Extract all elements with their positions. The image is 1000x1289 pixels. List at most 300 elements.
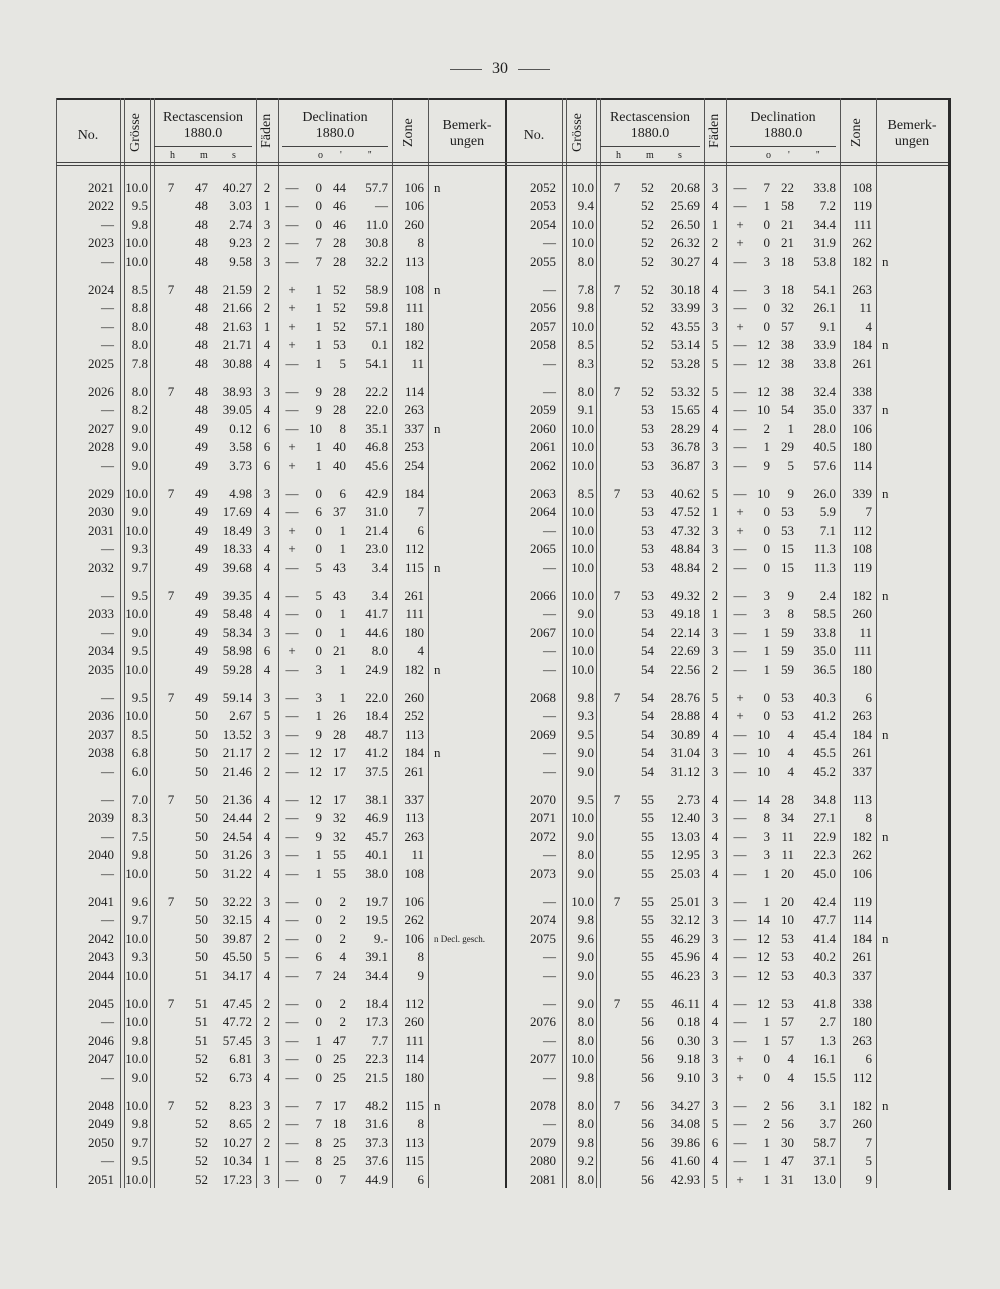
left-row-dm: 17 [333,763,346,779]
right-row-dm: 4 [787,726,794,742]
right-header-dec-epoch: 1880.0 [763,126,803,141]
left-row-dsec: 58.9 [365,282,388,297]
left-row-mag: 8.0 [131,337,148,353]
right-row-mag: 10.0 [571,216,594,232]
right-row-rem: n [882,930,889,946]
left-row-zone: 8 [417,949,424,965]
right-row-dd: 7 [763,180,770,195]
right-row-no: — [543,559,556,575]
left-row-no: 2024 [88,282,114,297]
right-row-rm: 55 [641,792,654,807]
left-row-zone: 111 [405,300,424,316]
right-row-rs: 2.73 [677,792,700,807]
left-row-rm: 50 [195,894,208,909]
right-row-f: 5 [711,486,719,501]
left-row-dsec: 39.1 [365,949,388,965]
right-row-no: 2070 [530,792,556,807]
right-row-mag: 9.0 [577,996,594,1011]
left-row-dm: 17 [333,792,346,807]
right-row-mag: 8.0 [577,1014,594,1030]
left-row-dd: 0 [315,198,322,214]
left-row-no: — [101,300,114,316]
right-row-zone: 337 [852,967,872,983]
left-row-dd: 7 [315,967,322,983]
left-row-zone: 11 [411,847,424,863]
left-row-ds: + [288,541,296,557]
left-row-zone: 6 [417,1171,424,1187]
right-row-rs: 33.99 [670,300,700,316]
left-row-rs: 13.52 [222,726,252,742]
left-row-rs: 45.50 [222,949,252,965]
left-row-ds: — [285,996,299,1011]
left-row-dm: 8 [339,420,346,436]
right-row-dm: 58 [781,198,794,214]
right-row-rm: 55 [641,930,654,946]
left-row-zone: 9 [417,967,424,983]
right-row-rm: 55 [641,996,654,1011]
left-row-no: — [101,318,114,334]
right-row-ds: — [733,457,747,473]
right-row-zone: 11 [859,624,872,640]
right-row-mag: 7.8 [577,282,594,297]
right-row-mag: 9.2 [577,1153,594,1169]
right-row-ds: — [733,661,747,677]
right-row-dm: 53 [781,708,794,724]
left-header-ra-epoch: 1880.0 [183,126,223,141]
left-row-rm: 49 [195,486,208,501]
right-row-ds: — [733,439,747,455]
right-row-rm: 53 [641,439,654,455]
right-row-f: 4 [711,282,719,297]
right-row-dd: 0 [763,559,770,575]
left-row-dsec: 31.6 [365,1116,388,1132]
right-row-no: 2072 [530,828,556,844]
left-row-rs: 39.05 [222,402,252,418]
right-row-rs: 28.29 [670,420,700,436]
right-row-dd: 10 [757,402,770,418]
right-row-no: 2061 [530,439,556,455]
right-row-rh: 7 [613,792,621,807]
left-row-dsec: 21.5 [365,1069,388,1085]
left-row-zone: 115 [404,1098,424,1113]
left-row-dsec: 57.7 [365,180,388,195]
right-row-dm: 1 [787,420,794,436]
left-row-mag: 9.5 [131,198,148,214]
right-row-dm: 10 [781,912,794,928]
left-row-rm: 49 [195,420,208,436]
right-row-dsec: 16.1 [813,1051,836,1067]
left-row-rh: 7 [167,180,175,195]
left-row-zone: 111 [405,606,424,622]
left-row-rm: 51 [195,1014,208,1030]
right-row-mag: 10.0 [571,318,594,334]
right-row-no: — [543,661,556,677]
right-row-rm: 52 [641,235,654,251]
right-row-no: 2077 [530,1051,556,1067]
left-row-no: — [101,763,114,779]
left-row-dm: 44 [333,180,346,195]
left-row-zone: 262 [404,912,424,928]
left-row-no: — [101,337,114,353]
right-row-dm: 53 [781,996,794,1011]
left-row-dd: 1 [315,439,322,455]
left-row-dsec: 22.3 [365,1051,388,1067]
right-header-faeden: Fäden [707,113,722,148]
left-row-ds: + [288,457,296,473]
right-row-mag: 10.0 [571,643,594,659]
right-row-zone: 119 [852,198,872,214]
right-row-rs: 48.84 [670,541,700,557]
right-row-f: 2 [711,235,719,251]
right-row-dsec: 9.1 [819,318,836,334]
right-row-f: 6 [711,1134,719,1150]
left-row-mag: 10.0 [125,996,148,1011]
left-row-no: 2043 [88,949,114,965]
right-row-dm: 9 [787,588,794,603]
left-row-rm: 48 [195,402,208,418]
right-row-dm: 20 [781,865,794,881]
right-row-rs: 43.55 [670,318,700,334]
left-row-f: 2 [263,1134,271,1150]
right-row-mag: 9.5 [577,792,594,807]
right-row-ds: — [733,967,747,983]
right-row-f: 5 [711,337,719,353]
left-row-dm: 32 [333,810,346,826]
right-row-mag: 8.0 [577,847,594,863]
left-row-dd: 7 [315,1116,322,1132]
left-row-mag: 9.5 [131,643,148,659]
right-row-no: 2078 [530,1098,556,1113]
left-row-mag: 9.5 [131,588,148,603]
left-row-rem: n [434,745,441,761]
right-row-f: 4 [711,996,719,1011]
right-column-rule [876,98,877,1188]
left-row-f: 3 [263,253,271,269]
left-row-mag: 9.6 [131,894,148,909]
right-row-f: 5 [711,355,719,371]
left-row-rm: 51 [195,1032,208,1048]
left-row-rh: 7 [167,588,175,603]
left-row-mag: 9.7 [131,1134,148,1150]
right-row-dsec: 33.8 [813,624,836,640]
left-row-zone: 112 [404,541,424,557]
right-row-rs: 46.11 [671,996,700,1011]
right-row-rs: 53.14 [670,337,700,353]
right-row-f: 4 [711,949,719,965]
left-row-zone: 111 [405,1032,424,1048]
left-row-dm: 26 [333,708,346,724]
right-row-dm: 53 [781,690,794,705]
right-dec-unit-rule [730,146,836,147]
right-row-f: 4 [711,1153,719,1169]
right-row-zone: 111 [853,643,872,659]
right-row-dsec: 11.3 [813,541,836,557]
right-row-dd: 2 [763,420,770,436]
right-row-mag: 9.0 [577,967,594,983]
right-row-rm: 52 [641,253,654,269]
right-row-ds: — [733,1153,747,1169]
right-row-no: 2081 [530,1171,556,1187]
left-row-dd: 9 [315,810,322,826]
right-row-rm: 55 [641,847,654,863]
left-unit-s: s [232,150,236,161]
left-row-ds: — [285,624,299,640]
right-row-dsec: 34.4 [813,216,836,232]
left-row-mag: 10.0 [125,486,148,501]
right-row-dsec: 33.8 [813,180,836,195]
right-row-mag: 9.0 [577,828,594,844]
left-row-f: 4 [263,912,271,928]
page-number [0,60,1000,78]
left-row-f: 4 [263,559,271,575]
left-row-f: 6 [263,420,271,436]
left-row-f: 5 [263,949,271,965]
right-row-f: 4 [711,726,719,742]
left-row-ds: — [285,1098,299,1113]
right-row-rm: 52 [641,282,654,297]
right-row-dsec: 45.0 [813,865,836,881]
left-row-dsec: 18.4 [365,708,388,724]
left-row-no: — [101,253,114,269]
right-row-rm: 56 [641,1153,654,1169]
right-row-ds: — [733,792,747,807]
right-row-rs: 45.96 [670,949,700,965]
left-row-rs: 0.12 [229,420,252,436]
left-row-dsec: 22.0 [365,402,388,418]
left-row-zone: 263 [404,828,424,844]
left-row-dd: 9 [315,402,322,418]
right-row-f: 3 [711,643,719,659]
left-row-f: 3 [263,726,271,742]
left-row-dd: 0 [315,930,322,946]
left-row-no: 2042 [88,930,114,946]
left-row-ds: — [285,708,299,724]
left-row-mag: 9.7 [131,559,148,575]
right-row-zone: 112 [852,522,872,538]
left-row-dsec: 41.2 [365,745,388,761]
right-row-f: 1 [711,606,719,622]
right-row-mag: 9.4 [577,198,594,214]
left-row-f: 3 [263,624,271,640]
right-row-zone: 7 [865,1134,872,1150]
left-row-ds: — [285,420,299,436]
right-row-zone: 263 [852,1032,872,1048]
right-row-ds: — [733,588,747,603]
left-row-ds: — [285,1014,299,1030]
left-row-dd: 0 [315,180,322,195]
left-row-dm: 32 [333,828,346,844]
right-row-dd: 0 [763,541,770,557]
right-header-ra-title: Rectascension [609,110,691,125]
left-row-no: 2030 [88,504,114,520]
right-row-no: — [543,643,556,659]
right-row-dd: 1 [763,1171,770,1187]
left-row-mag: 9.8 [131,847,148,863]
left-row-dd: 5 [315,588,322,603]
left-row-dm: 28 [333,253,346,269]
right-row-dm: 30 [781,1134,794,1150]
right-row-dm: 32 [781,300,794,316]
right-row-dm: 11 [781,828,794,844]
left-row-rem: n [434,661,441,677]
left-row-mag: 10.0 [125,865,148,881]
right-row-rs: 30.27 [670,253,700,269]
left-row-dm: 55 [333,865,346,881]
right-header-bemerkungen-2: ungen [894,134,930,149]
right-row-ds: — [733,559,747,575]
left-row-dsec: 24.9 [365,661,388,677]
left-row-ds: — [285,253,299,269]
left-row-rs: 8.65 [229,1116,252,1132]
right-row-rs: 49.18 [670,606,700,622]
left-row-dd: 0 [315,1014,322,1030]
left-row-ds: + [288,318,296,334]
left-row-rs: 2.67 [229,708,252,724]
left-header-faeden: Fäden [259,113,274,148]
right-row-mag: 9.8 [577,300,594,316]
left-row-zone: 8 [417,235,424,251]
right-row-rm: 54 [641,763,654,779]
right-row-ds: — [733,828,747,844]
right-row-rem: n [882,486,889,501]
right-row-rm: 55 [641,894,654,909]
left-row-dd: 0 [315,1171,322,1187]
left-row-rh: 7 [167,1098,175,1113]
right-row-mag: 9.3 [577,708,594,724]
right-row-dm: 20 [781,894,794,909]
page-number-dash-left [450,69,482,70]
right-row-zone: 108 [852,541,872,557]
right-row-ds: + [736,235,744,251]
right-row-no: — [543,847,556,863]
left-row-mag: 10.0 [125,1098,148,1113]
right-row-dm: 56 [781,1098,794,1113]
left-row-rs: 3.73 [229,457,252,473]
right-row-ds: + [736,1051,744,1067]
right-row-rs: 26.50 [670,216,700,232]
left-row-no: 2036 [88,708,114,724]
right-row-dm: 28 [781,792,794,807]
right-row-ds: — [733,1032,747,1048]
left-row-dd: 1 [315,355,322,371]
right-row-rs: 47.52 [670,504,700,520]
left-row-rs: 21.59 [222,282,252,297]
right-row-no: — [543,996,556,1011]
right-row-rm: 53 [641,420,654,436]
left-row-f: 4 [263,792,271,807]
left-row-f: 2 [263,180,271,195]
right-row-dm: 54 [781,402,794,418]
left-row-rm: 48 [195,337,208,353]
right-row-mag: 9.5 [577,726,594,742]
right-row-rm: 55 [641,967,654,983]
left-row-rem: n [434,282,441,297]
right-row-rs: 22.56 [670,661,700,677]
right-row-rs: 12.40 [670,810,700,826]
right-row-dd: 1 [763,661,770,677]
left-row-ds: — [285,235,299,251]
left-row-ds: — [285,180,299,195]
left-row-rs: 40.27 [222,180,252,195]
right-row-no: — [543,355,556,371]
left-row-no: 2034 [88,643,114,659]
right-row-dsec: 31.9 [813,235,836,251]
right-row-dsec: 1.3 [819,1032,836,1048]
right-row-no: — [543,1069,556,1085]
right-row-rm: 53 [641,504,654,520]
left-row-f: 3 [263,1032,271,1048]
right-row-rem: n [882,828,889,844]
left-row-dm: 1 [339,541,346,557]
left-row-mag: 10.0 [125,522,148,538]
left-row-dsec: 37.6 [365,1153,388,1169]
right-row-ds: + [736,690,744,705]
left-row-f: 1 [263,318,271,334]
left-row-rm: 47 [195,180,208,195]
left-row-dm: 21 [333,643,346,659]
left-row-dsec: 8.0 [371,643,388,659]
right-row-dd: 0 [763,216,770,232]
right-row-mag: 10.0 [571,624,594,640]
left-row-no: — [101,216,114,232]
left-row-no: 2021 [88,180,114,195]
left-row-zone: 252 [404,708,424,724]
right-row-mag: 9.1 [577,402,594,418]
right-row-dd: 3 [763,588,770,603]
left-row-dm: 24 [333,967,346,983]
left-row-dsec: 23.0 [365,541,388,557]
right-row-dd: 0 [763,504,770,520]
right-row-dd: 0 [763,300,770,316]
left-row-dm: 2 [339,930,346,946]
right-row-rs: 25.01 [670,894,700,909]
left-row-zone: 8 [417,1116,424,1132]
left-row-no: 2026 [88,384,114,399]
right-row-rm: 52 [641,337,654,353]
left-row-ds: — [285,967,299,983]
left-row-dsec: 37.5 [365,763,388,779]
right-row-mag: 8.0 [577,1098,594,1113]
left-row-mag: 9.5 [131,690,148,705]
left-row-f: 3 [263,894,271,909]
right-row-rs: 26.32 [670,235,700,251]
left-row-no: — [101,912,114,928]
right-row-ds: — [733,300,747,316]
right-row-mag: 9.6 [577,930,594,946]
left-row-dd: 0 [315,894,322,909]
left-row-zone: 261 [404,763,424,779]
right-row-dm: 5 [787,457,794,473]
right-row-ds: — [733,643,747,659]
right-row-ds: — [733,949,747,965]
left-row-rs: 6.73 [229,1069,252,1085]
right-row-zone: 182 [852,828,872,844]
left-row-no: 2041 [88,894,114,909]
right-header-bemerkungen-1: Bemerk- [887,118,937,133]
right-row-mag: 10.0 [571,235,594,251]
right-row-dd: 0 [763,235,770,251]
right-row-mag: 8.3 [577,355,594,371]
right-row-no: 2054 [530,216,556,232]
right-row-zone: 5 [865,1153,872,1169]
right-row-zone: 184 [852,337,872,353]
left-row-rm: 49 [195,643,208,659]
left-row-f: 4 [263,967,271,983]
right-row-rs: 25.03 [670,865,700,881]
left-row-dm: 4 [339,949,346,965]
right-row-zone: 262 [852,235,872,251]
page-number-text: 30 [492,60,508,77]
